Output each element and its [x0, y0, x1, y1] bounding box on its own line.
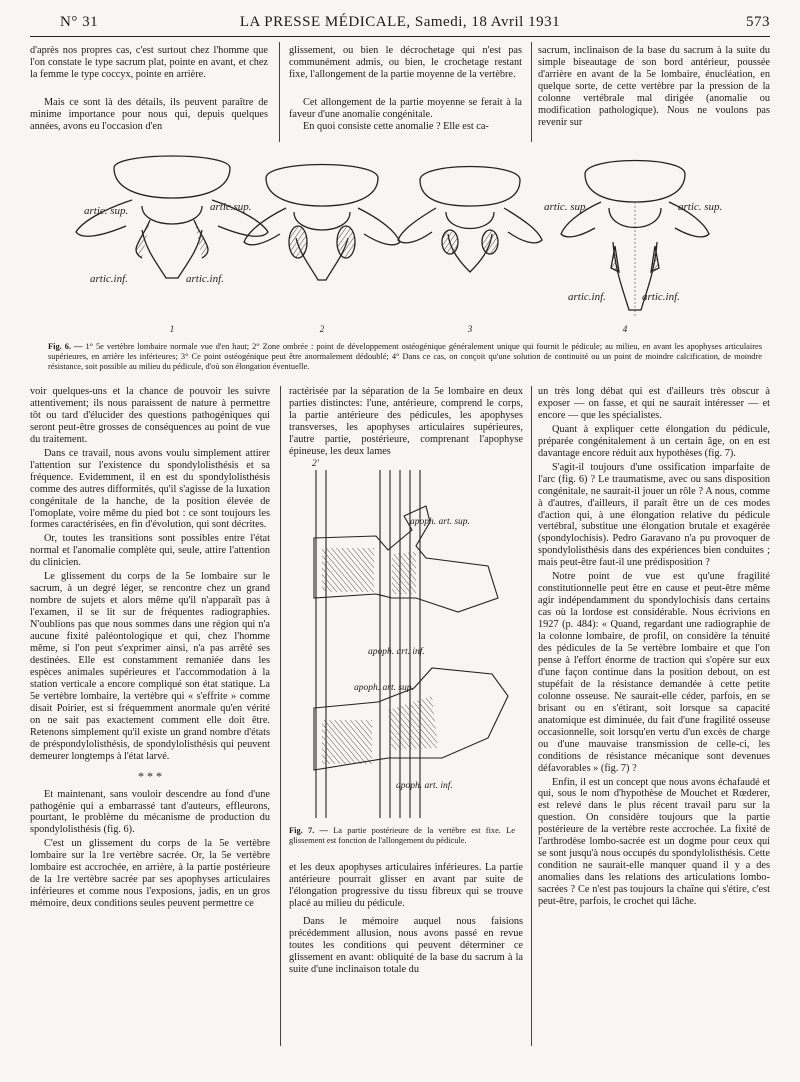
fig7-label: apoph. art. inf. — [396, 781, 453, 791]
figure-7-lateral — [292, 458, 522, 820]
top-col1-p1: d'après nos propres cas, c'est surtout chez l'homme que l'on constate le type sacrum plat, pointe en avant, et chez la femme le type coccyx, pointe en arrière. — [30, 45, 268, 80]
top-col2-p1: glissement, ou bien le décrochetage qui n'est pas communément admis, ou bien, le crochetage restant fixe, l'allongement de la partie moyenne de la vertèbre. — [289, 45, 522, 80]
paragraph: ractérisée par la séparation de la 5e lombaire en deux parties distinctes: l'une, antérieure, comprend le corps, la partie antérieure des pédicules, les apophyses transverses, les apophyses articulaires supérieures, l'autre partie, postérieure, comprenant l'apophyse épineuse, les deux lames — [289, 386, 523, 457]
fig6-label: artic.sup. — [210, 201, 252, 213]
fig6-label: artic.inf. — [642, 291, 680, 303]
top-col2-p2: Cet allongement de la partie moyenne se ferait à la faveur d'une anomalie congénitale. — [289, 97, 522, 120]
paragraph: Notre point de vue est qu'une fragilité constitutionnelle peut être en cause et peut-être même agir indépendamment du spondylochisis dans certains cas où la lordose est considérable. Nous écrivions en 1927 (p. 484): « Quand, regardant une radiographie de la colonne lombaire, de profil, on considère la ténuité des pédicules de la 5e vertèbre lombaire et que l'on pense à l'effort énorme de traction qui s'opère sur eux d'une façon continue dans la position debout, on est stupéfait de la résistance demandée à cette petite colonne osseuse. Ne saurait-elle céder, parfois, en se brisant ou en s'étirant, soit lorsque sa capacité anatomique est diminuée, du fait d'une fragilité osseuse occasionnelle, soit lorsqu'en vertu d'un excès de charge ou d'une mauvaise transmission de celle-ci, les conditions de résistance mécanique sont devenues défavorables » (fig. 7) ? — [538, 571, 770, 774]
paragraph: Or, toutes les transitions sont possibles entre l'état normal et l'anomalie complète qui, seule, attire l'attention du clinicien. — [30, 533, 270, 569]
vertebra-1 — [76, 156, 268, 278]
figure-7-caption: Fig. 7. — La partie postérieure de la vertèbre est fixe. Le glissement est fonction de l'allongement du pédicule. — [289, 826, 515, 846]
column-rule — [531, 386, 532, 1046]
section-asterism: * * * — [138, 768, 162, 783]
fig6-label: artic.inf. — [568, 291, 606, 303]
paragraph: et les deux apophyses articulaires inférieures. La partie antérieure pourrait glisser en avant par suite de l'élongation progressive du tissu fibreux qui se trouve placé au milieu du pédicule. — [289, 862, 523, 909]
paragraph: S'agit-il toujours d'une ossification imparfaite de l'arc (fig. 6) ? Le traumatisme, avec ou sans disposition congénitale, ne saurait-il jouer un rôle ? A nous, comme à d'autres, d'ailleurs, il paraît être un de ces modes d'action qui, à une élongation relative du pédicule vertébral, substitue une élongation brutale et exagérée (spondylochisis). Pedro Garavano n'a pu provoquer de spondylolisthésis dans des expériences bien conduites ; mais peut-être faut-il une prédisposition ? — [538, 461, 770, 569]
column-rule — [531, 42, 532, 142]
paragraph: un très long débat qui est d'ailleurs très obscur à exposer — on fasse, et qui ne saurait intéresser — et encore — que les spécialistes. — [538, 386, 770, 421]
paragraph: voir quelques-uns et la chance de pouvoir les suivre attentivement; ils nous paraissent de nature à permettre tôt ou tard d'élucider des questions pathogéniques qui seront peut-être grosses de conséquences au point de vue du traitement. — [30, 386, 270, 445]
figure-6-vertebrae — [60, 150, 740, 340]
fig6-label: artic. sup. — [544, 201, 589, 213]
paragraph: Enfin, il est un concept que nous avons échafaudé et qui, sous le nom d'hypothèse de Mouchet et Rœderer, est relevé dans le plus récent travail paru sur la question. On considère toujours que la partie postérieure de la vertèbre reste accrochée. La fixité de l'arthrodèse lombo-sacrée est un dogme pour ceux qui se sont jusqu'à nous occupés du spondylolisthésis. Cette condition ne saurait-elle manquer quand il y a des anomalies dans les relations des articulations lombo-sacrées ? Ce n'est pas toujours la chaîne qui s'étire, c'est peut-être, parfois, le crochet qui lâche. — [538, 776, 770, 908]
paragraph: Quant à expliquer cette élongation du pédicule, préparée congénitalement à un certain âge, on en est davantage encore réduit aux hypothèses (fig. 7). — [538, 423, 770, 459]
fig6-number: 2 — [319, 324, 325, 334]
fig6-label: artic.inf. — [90, 273, 128, 285]
fig6-label: artic. sup. — [84, 205, 129, 217]
body-column-3 — [538, 386, 770, 908]
header-rule — [30, 36, 770, 37]
fig7-label: 2' — [312, 459, 319, 469]
body-column-1 — [30, 386, 270, 910]
issue-number: N° 31 — [60, 14, 99, 30]
paragraph: Et maintenant, sans vouloir descendre au fond d'une pathogénie qui a embarrassé tant d'auteurs, effleurons, pourtant, le problème du mécanisme de production du spondylolisthésis (fig. 6). — [30, 788, 270, 836]
fig7-label: apoph. art. inf. — [368, 647, 425, 657]
fig6-number: 1 — [169, 324, 175, 334]
figure-6-caption: Fig. 6. — 1° 5e vertèbre lombaire normale vue d'en haut; 2° Zone ombrée : point de développement ostéogénique généralement unique qui fournit le pédicule; au milieu, en avant les apophyses articulaires supérieures, en arrière les inférieures; 3° Ce point ostéogénique peut être anormalement dédoublé; 4° Dans ce cas, on conçoit qu'une solution de continuité ou un point de moindre calcification, de moindre résistance, soit possible au milieu du pédicule, d'où son élongation éventuelle. — [48, 342, 762, 372]
column-rule — [279, 42, 280, 142]
fig7-label: apoph. art. sup. — [410, 517, 470, 527]
paragraph: C'est un glissement du corps de la 5e vertèbre lombaire sur la 1re vertèbre sacrée. Or, la 5e vertèbre lombaire est accrochée, en arrière, à la partie postérieure de la 1re vertèbre sacrée par ses apophyses articulaires inférieures et comme nous l'exposions, jadis, en un gros mémoire, deux conditions seules peuvent permettre ce — [30, 838, 270, 910]
column-rule — [280, 386, 281, 1046]
vertebra-3 — [398, 167, 542, 273]
top-col2-p3: En quoi consiste cette anomalie ? Elle est ca- — [303, 121, 489, 132]
top-col1-p2: Mais ce sont là des détails, ils peuvent paraître de minime importance pour nous qui, depuis quelques années, avons eu l'occasion d'en — [30, 97, 268, 132]
fig6-label: artic. sup. — [678, 201, 723, 213]
paragraph: Dans ce travail, nous avons voulu simplement attirer l'attention sur l'existence du spondylolisthésis et sa fréquence. Evidemment, il en est du spondylolisthésis comme des autres difformités, qu'il s'agisse de la luxation congénitale de la hanche, de la position élevée de l'omoplate, voire même du pied bot : ce sont toujours les formes caractérisées, en fin d'évolution, qui sont décrites. — [30, 447, 270, 531]
vertebra-2 — [244, 165, 400, 281]
fig6-number: 3 — [467, 324, 473, 334]
page-header — [30, 14, 770, 38]
fig6-number: 4 — [622, 324, 628, 334]
fig7-label: apoph. art. sup. — [354, 683, 414, 693]
top-col3-p1: sacrum, inclinaison de la base du sacrum à la suite du simple biseautage de son bord antérieur, poussée d'arrière en avant de la 5e lombaire, énucléation, en quelque sorte, de cette vertèbre par la pression de la colonne vertébrale mal dirigée (anomalie ou modification pathologique). Nous ne voulons pas revenir sur — [538, 45, 770, 128]
journal-title: LA PRESSE MÉDICALE, Samedi, 18 Avril 1931 — [239, 14, 561, 30]
body-column-2-bottom — [289, 862, 523, 976]
paragraph: Dans le mémoire auquel nous faisions précédemment allusion, nous avons passé en revue toutes les conditions qui peuvent déterminer ce glissement en avant: obliquité de la base du sacrum à la suite d'une inclinaison totale du — [289, 915, 523, 975]
page-number: 573 — [746, 14, 770, 30]
paragraph: Le glissement du corps de la 5e lombaire sur le sacrum, à un degré léger, se rencontre chez un grand nombre de sujets et alors même qu'il n'apparaît pas à l'examen, il se lit sur de fréquentes radiographies. N'oublions pas que nous sommes dans une région qui n'a aucune fixité paléontologique et qui, chez l'homme même, si l'on peut s'exprimer ainsi, n'a pas arrêté ses destinées. Elle est constamment remaniée dans les espèces animales supérieures et l'accommodation à la station verticale a encore compliqué son état statique. La 5e vertèbre lombaire, la vertèbre qui « s'effrite » comme disait Poirier, est si fréquemment anormale qu'en vérité on ne sait pas exactement comment elle doit être. Retenons simplement qu'il existe un grand nombre d'états de préspondylolisthésis, de spondylolisthésis qui peuvent demeurer longtemps à l'état larvé. — [30, 571, 270, 762]
fig6-label: artic.inf. — [186, 273, 224, 285]
